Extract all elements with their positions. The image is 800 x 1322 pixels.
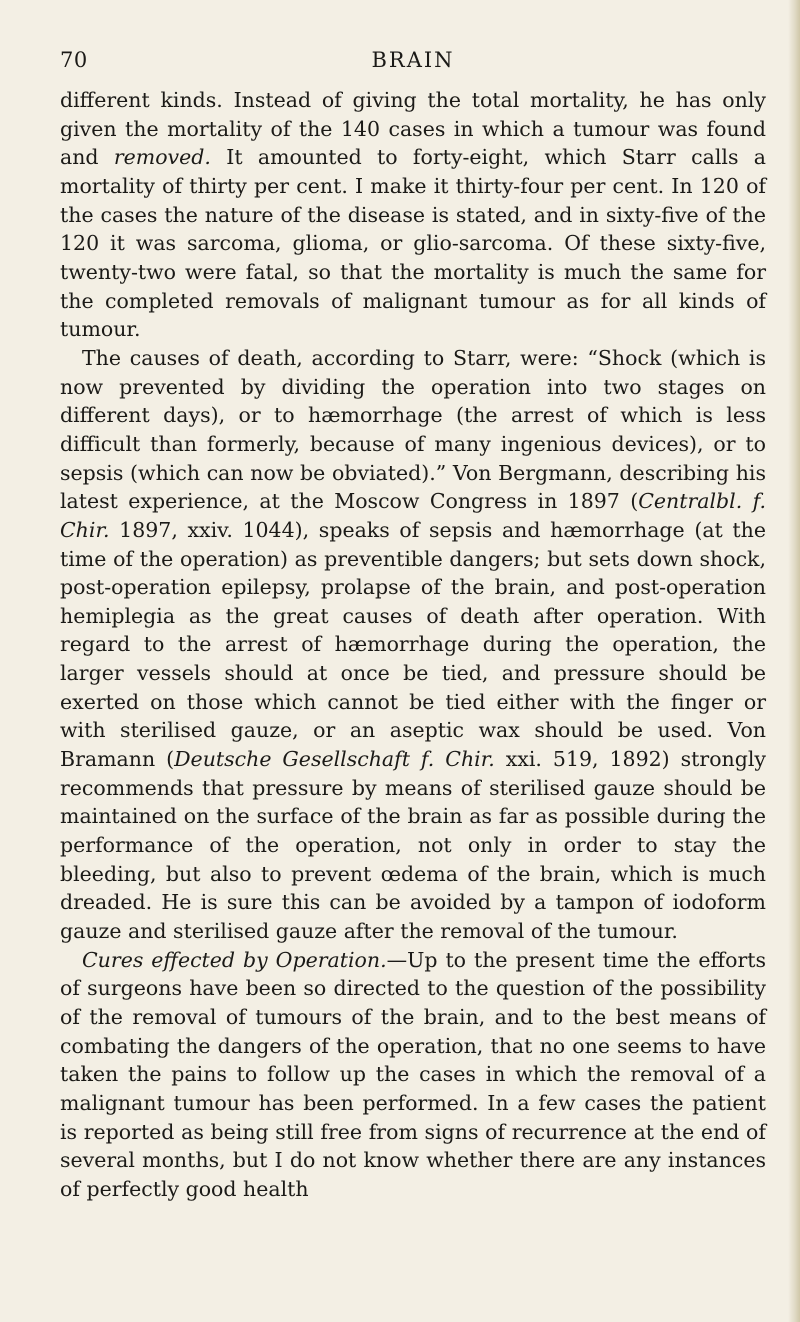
paragraph: [60, 344, 766, 946]
journal-citation: Deutsche Gesellschaft f. Chir.: [174, 747, 495, 772]
page-header: [60, 48, 766, 80]
section-heading: Cures effected by Operation.: [82, 947, 387, 972]
text-run: 1897, xxiv. 1044), speaks of sepsis and hæmorrhage (at the time of the operation) as preventible dangers; but sets down shock, post-operation epilepsy, prolapse of the brain, and post-operation hemiplegia as the great causes of death after operation. With regard to the arrest of hæmorrhage during the operation, the larger vessels should at once be tied, and pressure should be exerted on those which cannot be tied either with the finger or with sterilised gauze, or an aseptic wax should be used. Von Bramann (: [60, 517, 766, 772]
running-head-title: BRAIN: [371, 48, 455, 72]
text-run: different kinds. Instead of giving the total mortality, he has only given the mortality of the 140 cases in which a tumour was found and: [60, 88, 766, 170]
paragraph: [60, 86, 766, 344]
text-run: The causes of death, according to Starr, were: “Shock (which is now prevented by dividing the operation into two stages on different days), or to hæmorrhage (the arrest of which is less difficult than formerly, because of many ingenious devices), or to sepsis (which can now be obviated).” Von Bergmann, describing his latest experience, at the Moscow Congress in 1897 (: [60, 345, 766, 514]
page-edge-shadow: [788, 0, 800, 1322]
paragraph: [60, 946, 766, 1204]
text-run: xxi. 519, 1892) strongly recommends that pressure by means of sterilised gauze should be maintained on the surface of the brain as far as possible during the performance of the operation, not only in order to stay the bleeding, but also to prevent œdema of the brain, which is much dreaded. He is sure this can be avoided by a tampon of iodoform gauze and sterilised gauze after the removal of the tumour.: [60, 747, 767, 944]
text-run: It amounted to forty-eight, which Starr calls a mortality of thirty per cent. I make it thirty-four per cent. In 120 of the cases the nature of the disease is stated, and in sixty-five of the 120 it was sarcoma, glioma, or glio-sarcoma. Of these sixty-five, twenty-two were fatal, so that the mortality is much the same for the completed removals of malignant tumour as for all kinds of tumour.: [60, 145, 766, 342]
italic-run: removed.: [113, 145, 211, 170]
page-number: 70: [60, 48, 88, 72]
journal-citation: Centralbl. f. Chir.: [60, 489, 766, 542]
text-run: —Up to the present time the efforts of surgeons have been so directed to the question of the possibility of the removal of tumours of the brain, and to the best means of combating the dangers of the operation, that no one seems to have taken the pains to follow up the cases in which the removal of a malignant tumour has been performed. In a few cases the patient is reported as being still free from signs of recurrence at the end of several months, but I do not know whether there are any instances of perfectly good health: [60, 947, 766, 1201]
text-body: [60, 86, 766, 1204]
